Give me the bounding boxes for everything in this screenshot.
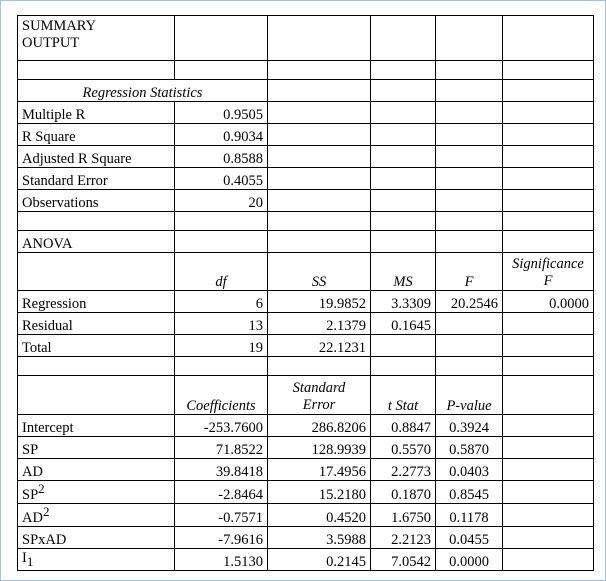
stat-row-multiple-r [18,102,594,124]
coef-row-sp-squared: $SP^2$ -2.8464 15.2180 0.1870 0.8545 [18,481,594,504]
anova-header-significance: Significance F [503,253,594,291]
anova-heading-row [18,231,594,253]
stat-value: 0.4055 [175,168,268,190]
coef-header-standard-error: Standard Error [268,376,371,415]
anova-row-total: Total 19 22.1231 [18,335,594,357]
anova-row-regression: Regression 6 19.9852 3.3309 20.2546 0.0000 [18,291,594,313]
title-row [18,16,594,61]
regression-statistics-heading: Regression Statistics [18,80,268,102]
stat-value: 20 [175,190,268,212]
stat-value: 0.9034 [175,124,268,146]
coef-row-ad-squared: $AD^2$ -0.7571 0.4520 1.6750 0.1178 [18,503,594,526]
stat-row-r-square [18,124,594,146]
stat-label: Multiple R [18,102,175,124]
coef-header-t-stat: t Stat [371,376,436,415]
anova-heading: ANOVA [18,231,175,253]
coef-row-intercept: Intercept -253.7600 286.8206 0.8847 0.3924 [18,415,594,437]
blank-row [18,61,594,80]
coefficients-header-row [18,376,594,415]
anova-header-row [18,253,594,291]
stat-value: 0.9505 [175,102,268,124]
anova-header-f: F [436,253,503,291]
anova-header-ms: MS [371,253,436,291]
stat-label: Observations [18,190,175,212]
blank-row [18,212,594,231]
stat-label: Adjusted R Square [18,146,175,168]
coef-row-spxad: SPxAD -7.9616 3.5988 2.2123 0.0455 [18,526,594,548]
coef-row-ad: AD 39.8418 17.4956 2.2773 0.0403 [18,459,594,481]
stat-value: 0.8588 [175,146,268,168]
coef-header-coefficients: Coefficients [175,376,268,415]
summary-output-title: SUMMARY OUTPUT [18,16,175,61]
coef-header-p-value: P-value [436,376,503,415]
anova-row-residual: Residual 13 2.1379 0.1645 [18,313,594,335]
stat-label: Standard Error [18,168,175,190]
stat-row-adjusted-r-square [18,146,594,168]
coef-row-sp: SP 71.8522 128.9939 0.5570 0.5870 [18,437,594,459]
anova-header-ss: SS [268,253,371,291]
regression-statistics-heading-row [18,80,594,102]
stat-row-observations [18,190,594,212]
anova-header-df: df [175,253,268,291]
coef-row-i1: $I_1$ 1.5130 0.2145 7.0542 0.0000 [18,548,594,570]
stat-label: R Square [18,124,175,146]
blank-row [18,357,594,376]
summary-output-table [17,15,594,571]
stat-row-standard-error [18,168,594,190]
